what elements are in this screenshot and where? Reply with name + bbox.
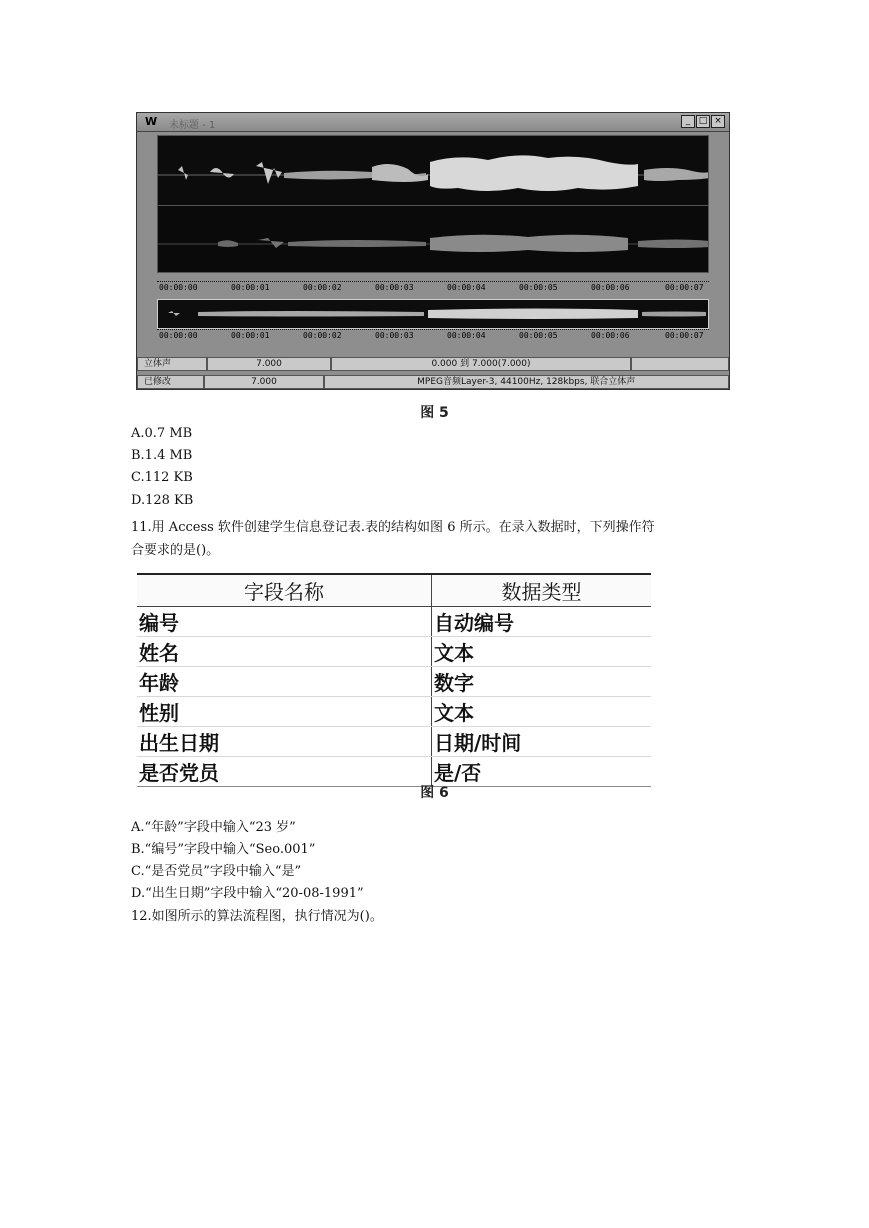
table-row <box>137 727 651 757</box>
time-label: 00:00:06 <box>591 331 630 340</box>
audio-editor-window <box>136 112 730 390</box>
q10-option-b: B.1.4 MB <box>131 448 193 463</box>
time-label: 00:00:00 <box>159 331 198 340</box>
time-label: 00:00:04 <box>447 331 486 340</box>
time-label: 00:00:03 <box>375 283 414 292</box>
maximize-icon: □ <box>696 115 710 128</box>
waveform-overview <box>157 299 709 329</box>
table-row <box>137 697 651 727</box>
time-label: 00:00:07 <box>665 283 704 292</box>
waveform-right-channel <box>157 205 709 273</box>
audio-format: MPEG音频Layer-3, 44100Hz, 128kbps, 联合立体声 <box>324 375 730 389</box>
time-label: 00:00:05 <box>519 283 558 292</box>
field-structure-table <box>137 573 651 787</box>
q10-option-d: D.128 KB <box>131 493 194 508</box>
data-type-cell: 日期/时间 <box>432 727 652 757</box>
table-row <box>137 607 651 637</box>
waveform-left-channel <box>157 135 709 215</box>
total-duration: 7.000 <box>207 357 331 371</box>
field-name-cell: 性别 <box>137 697 432 727</box>
selection-range: 0.000 到 7.000(7.000) <box>331 357 631 371</box>
time-label: 00:00:02 <box>303 283 342 292</box>
time-label: 00:00:07 <box>665 331 704 340</box>
q10-option-c: C.112 KB <box>131 470 193 485</box>
time-label: 00:00:01 <box>231 283 270 292</box>
column-header-data-type: 数据类型 <box>432 574 652 607</box>
q10-option-a: A.0.7 MB <box>131 426 193 441</box>
table-row <box>137 667 651 697</box>
data-type-cell: 文本 <box>432 697 652 727</box>
figure-5-caption: 图 5 <box>420 405 449 421</box>
field-name-cell: 年龄 <box>137 667 432 697</box>
data-type-cell: 自动编号 <box>432 607 652 637</box>
time-label: 00:00:01 <box>231 331 270 340</box>
time-ruler-overview <box>157 329 709 343</box>
time-label: 00:00:02 <box>303 331 342 340</box>
data-type-cell: 是/否 <box>432 757 652 787</box>
time-label: 00:00:05 <box>519 331 558 340</box>
data-type-cell: 文本 <box>432 637 652 667</box>
status-bar-row1 <box>137 357 729 373</box>
field-name-cell: 出生日期 <box>137 727 432 757</box>
status-bar-row2 <box>137 375 729 391</box>
column-header-field-name: 字段名称 <box>137 574 432 607</box>
q11-stem-line1: 11.用 Access 软件创建学生信息登记表.表的结构如图 6 所示。在录入数据时，下列操作符 <box>131 520 655 535</box>
table-row <box>137 637 651 667</box>
figure-6-caption: 图 6 <box>420 785 449 801</box>
q11-option-b: B.“编号”字段中输入“Seo.001” <box>131 842 316 857</box>
status-cell-empty <box>631 357 729 371</box>
modified-state: 已修改 <box>137 375 204 389</box>
app-logo-icon: W <box>145 115 158 128</box>
field-name-cell: 编号 <box>137 607 432 637</box>
data-type-cell: 数字 <box>432 667 652 697</box>
time-label: 00:00:04 <box>447 283 486 292</box>
q12-stem: 12.如图所示的算法流程图，执行情况为()。 <box>131 909 383 924</box>
q11-option-c: C.“是否党员”字段中输入“是” <box>131 864 302 879</box>
field-name-cell: 姓名 <box>137 637 432 667</box>
minimize-icon: _ <box>681 115 695 128</box>
time-label: 00:00:00 <box>159 283 198 292</box>
q11-option-a: A.“年龄”字段中输入“23 岁” <box>131 820 296 835</box>
q11-stem-line2: 合要求的是()。 <box>131 543 220 558</box>
q11-option-d: D.“出生日期”字段中输入“20-08-1991” <box>131 886 364 901</box>
table-header-row <box>137 574 651 607</box>
file-duration: 7.000 <box>204 375 323 389</box>
window-title: 未标题 - 1 <box>169 120 216 131</box>
channel-mode: 立体声 <box>137 357 207 371</box>
time-label: 00:00:03 <box>375 331 414 340</box>
window-titlebar <box>137 113 729 132</box>
time-label: 00:00:06 <box>591 283 630 292</box>
window-controls <box>681 115 725 128</box>
close-icon: × <box>711 115 725 128</box>
time-ruler-main <box>157 281 709 295</box>
field-name-cell: 是否党员 <box>137 757 432 787</box>
